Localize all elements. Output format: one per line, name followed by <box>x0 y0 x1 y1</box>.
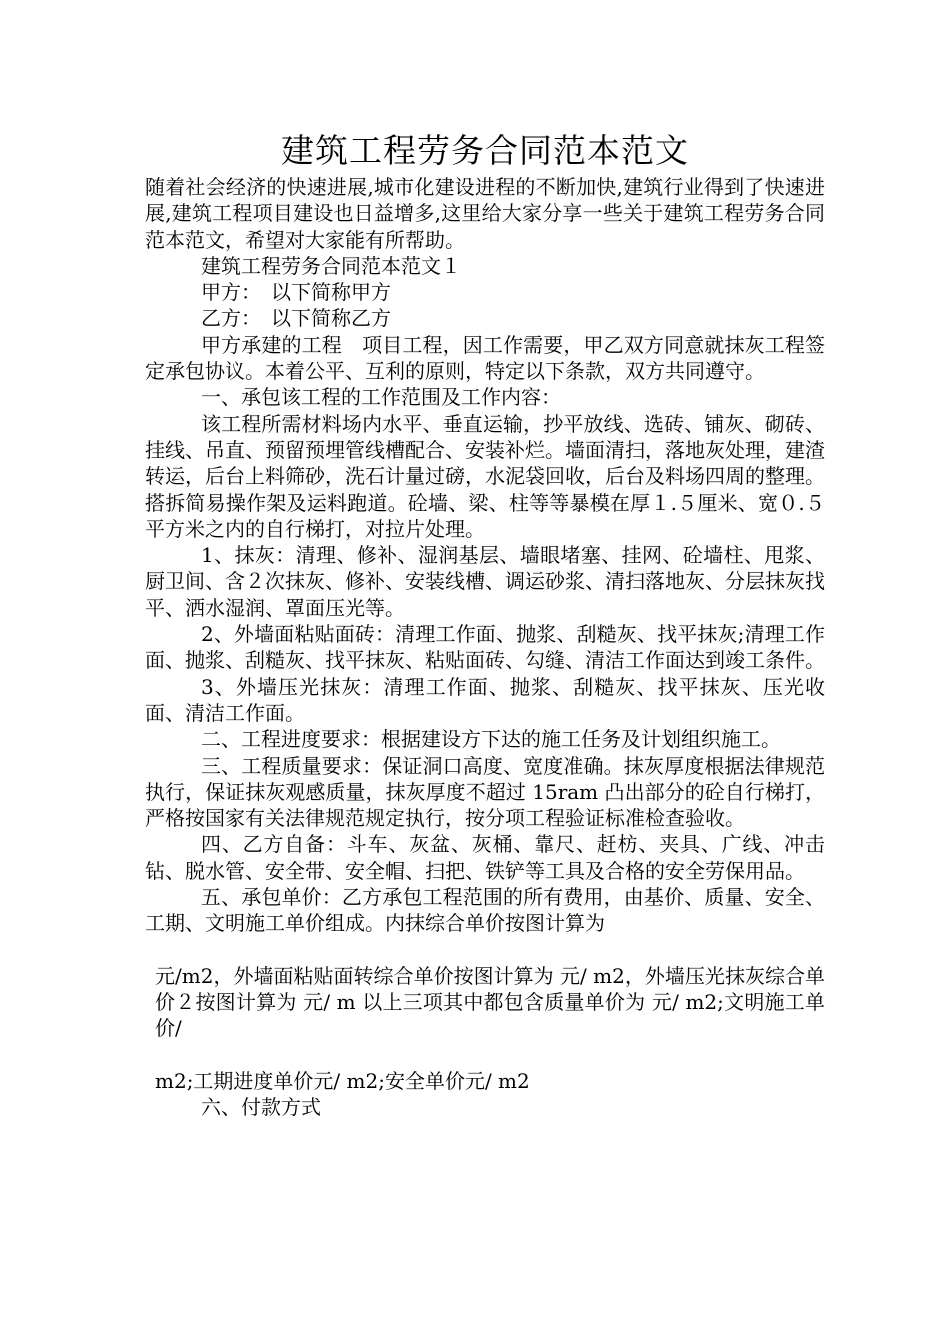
clause-1-title: 一、承包该工程的工作范围及工作内容： <box>201 385 561 410</box>
clause-1-item-1: 1、抹灰：清理、修补、湿润基层、墙眼堵塞、挂网、砼墙柱、甩浆、厨卫间、含２次抹灰、修补、安装线槽、调运砂浆、清扫落地灰、分层抹灰找平、洒水湿润、罩面压光等。 <box>145 543 825 620</box>
clause-4: 四、乙方自备：斗车、灰盆、灰桶、靠尺、赶枋、夹具、广线、冲击钻、脱水管、安全带、安全帽、扫把、铁铲等工具及合格的安全劳保用品。 <box>145 832 825 883</box>
clause-5-continuation-2: m2;工期进度单价元/ m2;安全单价元/ m2 <box>155 1068 530 1093</box>
blank-line <box>145 937 825 963</box>
clause-1-item-2: 2、外墙面粘贴面砖：清理工作面、抛浆、刮糙灰、找平抹灰;清理工作面、抛浆、刮糙灰、找平抹灰、粘贴面砖、勾缝、清洁工作面达到竣工条件。 <box>145 622 825 673</box>
clause-3: 三、工程质量要求：保证洞口高度、宽度准确。抹灰厚度根据法律规范执行，保证抹灰观感质量，抹灰厚度不超过 15ram 凸出部分的砼自行梯打，严格按国家有关法律规范规定执行，按分项工程验证标准检查验收。 <box>145 753 825 831</box>
clause-1-body: 该工程所需材料场内水平、垂直运输，抄平放线、选砖、铺灰、砌砖、挂线、吊直、预留预埋管线槽配合、安装补烂。墙面清扫，落地灰处理，建渣转运，后台上料筛砂，洗石计量过磅，水泥袋回收，后台及料场四周的整理。搭拆简易操作架及运料跑道。砼墙、梁、柱等等暴模在厚１.５厘米、宽０.５平方米之内的自行梯打，对拉片处理。 <box>145 411 825 541</box>
clause-6-title: 六、付款方式 <box>201 1094 321 1119</box>
clause-1-item-3: 3、外墙压光抹灰：清理工作面、抛浆、刮糙灰、找平抹灰、压光收面、清洁工作面。 <box>145 674 825 725</box>
clause-5: 五、承包单价：乙方承包工程范围的所有费用，由基价、质量、安全、工期、文明施工单价组成。内抹综合单价按图计算为 <box>145 885 825 936</box>
blank-line <box>145 1042 825 1068</box>
party-b-line: 乙方： 以下简称乙方 <box>201 306 391 331</box>
clause-5-continuation-1: 元/m2，外墙面粘贴面转综合单价按图计算为 元/ m2，外墙压光抹灰综合单价２按图计算为 元/ m 以上三项其中都包含质量单价为 元/ m2;文明施工单价/ <box>155 963 825 1041</box>
clause-2: 二、工程进度要求：根据建设方下达的施工任务及计划组织施工。 <box>201 727 781 752</box>
party-a-line: 甲方： 以下简称甲方 <box>201 280 391 305</box>
intro-paragraph: 随着社会经济的快速进展,城市化建设进程的不断加快,建筑行业得到了快速进展,建筑工程项目建设也日益增多,这里给大家分享一些关于建筑工程劳务合同范本范文，希望对大家能有所帮助。 <box>145 175 825 252</box>
section-title: 建筑工程劳务合同范本范文１ <box>201 253 461 278</box>
document-title: 建筑工程劳务合同范本范文 <box>281 131 689 170</box>
preamble-paragraph: 甲方承建的工程 项目工程，因工作需要，甲乙双方同意就抹灰工程签定承包协议。本着公平、互利的原则，特定以下条款，双方共同遵守。 <box>145 332 825 384</box>
document-page <box>145 128 825 1120</box>
